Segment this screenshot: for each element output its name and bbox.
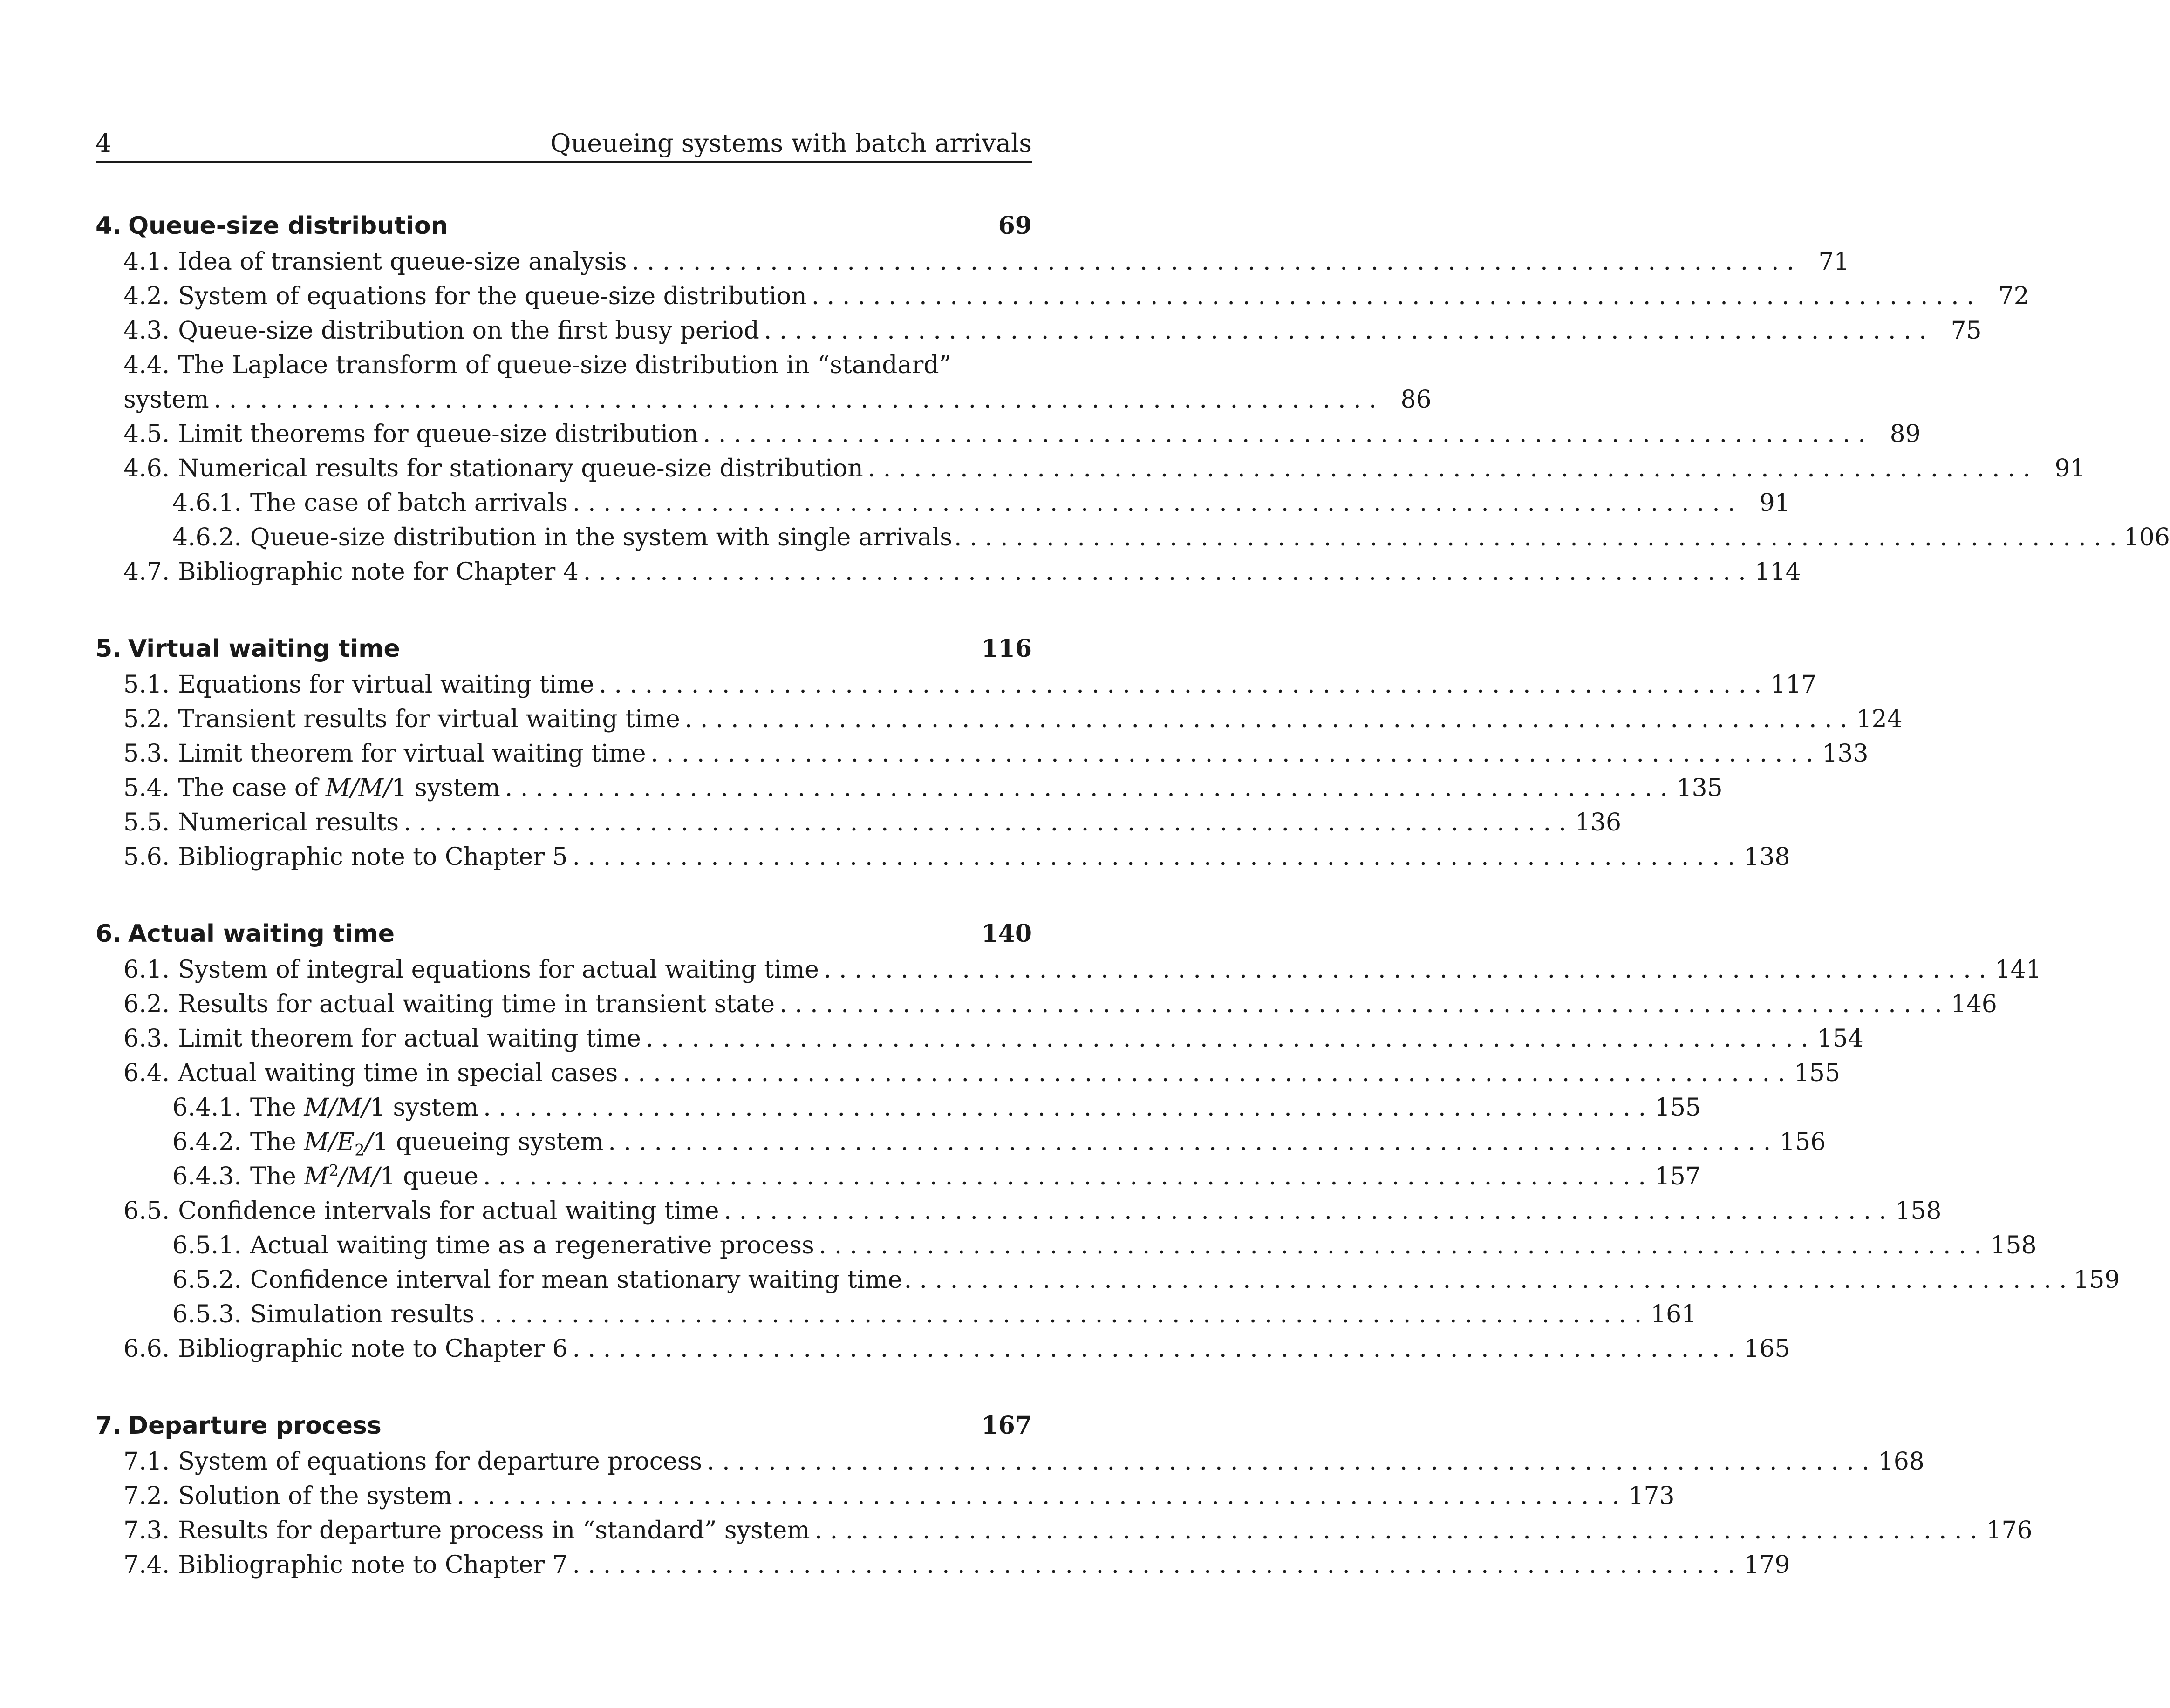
dot-leader bbox=[403, 805, 1566, 840]
subsection-title bbox=[250, 1090, 478, 1125]
section-page: 133 bbox=[1822, 740, 1869, 768]
subsection-number: 6.4.1. bbox=[172, 1094, 242, 1122]
section-title: Results for departure process in “standard” system bbox=[178, 1517, 810, 1545]
dot-leader bbox=[622, 1056, 1785, 1090]
chapter-title: Queue-size distribution bbox=[128, 212, 448, 240]
chapter-7 bbox=[96, 1407, 2033, 1582]
chapter-number: 6. bbox=[96, 920, 122, 948]
dot-leader bbox=[483, 1159, 1646, 1194]
section-number: 5.5. bbox=[123, 809, 170, 837]
running-title: Queueing systems with batch arrivals bbox=[550, 129, 1032, 158]
toc-chapter-entry[interactable] bbox=[96, 1407, 1032, 1444]
title-text: The bbox=[250, 1128, 304, 1156]
section-number: 5.2. bbox=[123, 705, 170, 733]
section-title: System of integral equations for actual waiting time bbox=[178, 956, 819, 984]
toc-subentry[interactable] bbox=[96, 1090, 1701, 1125]
chapter-number: 4. bbox=[96, 212, 122, 240]
dot-leader bbox=[646, 1021, 1808, 1056]
section-title: Limit theorem for actual waiting time bbox=[178, 1025, 641, 1053]
chapter-page: 140 bbox=[981, 919, 1032, 948]
chapter-number: 7. bbox=[96, 1412, 122, 1440]
toc-entry[interactable] bbox=[96, 279, 2029, 313]
section-page: 71 bbox=[1818, 248, 1849, 276]
section-number: 6.3. bbox=[123, 1025, 170, 1053]
dot-leader bbox=[779, 987, 1942, 1021]
subsection-page: 158 bbox=[1990, 1232, 2037, 1259]
dot-leader bbox=[505, 771, 1668, 805]
section-title: Equations for virtual waiting time bbox=[178, 671, 594, 699]
toc-entry[interactable] bbox=[96, 245, 1849, 279]
toc-chapter-entry[interactable] bbox=[96, 915, 1032, 953]
toc-entry[interactable] bbox=[96, 451, 2086, 486]
chapter-page: 116 bbox=[981, 634, 1032, 663]
toc-entry[interactable] bbox=[96, 555, 1801, 589]
section-title: Actual waiting time in special cases bbox=[178, 1059, 618, 1087]
dot-leader bbox=[599, 667, 1761, 702]
section-page: 75 bbox=[1951, 317, 1982, 345]
subsection-number: 6.5.2. bbox=[172, 1266, 242, 1294]
section-page: 136 bbox=[1575, 809, 1622, 837]
title-text: 1 queue bbox=[380, 1163, 478, 1191]
math-notation: M bbox=[304, 1163, 329, 1191]
dot-leader bbox=[707, 1444, 1870, 1479]
section-number: 4.3. bbox=[123, 317, 170, 345]
title-text: The case of bbox=[178, 774, 326, 802]
title-text: 1 system bbox=[391, 774, 500, 802]
toc-entry[interactable] bbox=[96, 702, 1903, 736]
toc-entry[interactable] bbox=[96, 1056, 1841, 1090]
section-title: Bibliographic note for Chapter 4 bbox=[178, 558, 579, 586]
chapter-page: 69 bbox=[998, 211, 1032, 240]
section-number: 7.3. bbox=[123, 1517, 170, 1545]
subsection-title: Actual waiting time as a regenerative process bbox=[250, 1232, 814, 1259]
chapter-4 bbox=[96, 207, 2170, 589]
section-number: 6.6. bbox=[123, 1335, 170, 1363]
subsection-page: 91 bbox=[1759, 489, 1790, 517]
dot-leader bbox=[819, 1228, 1982, 1263]
dot-leader bbox=[479, 1297, 1642, 1332]
section-page: 72 bbox=[1998, 282, 2029, 310]
math-superscript: 2 bbox=[328, 1161, 339, 1180]
math-notation: / bbox=[364, 1128, 373, 1156]
subsection-title: Simulation results bbox=[250, 1300, 475, 1328]
toc-entry[interactable] bbox=[96, 1444, 1924, 1479]
section-title bbox=[178, 771, 500, 805]
section-title: Transient results for virtual waiting time bbox=[178, 705, 680, 733]
section-page: 91 bbox=[2054, 455, 2086, 483]
toc-entry[interactable] bbox=[96, 313, 1982, 348]
toc-entry[interactable] bbox=[96, 1513, 2033, 1548]
section-title-continuation: system bbox=[123, 386, 209, 414]
section-title: Queue-size distribution on the first busy period bbox=[178, 317, 759, 345]
toc-subentry[interactable] bbox=[96, 1228, 2037, 1263]
section-title: Results for actual waiting time in transient state bbox=[178, 990, 775, 1018]
toc-entry[interactable] bbox=[96, 1548, 1790, 1582]
subsection-number: 6.5.3. bbox=[172, 1300, 242, 1328]
dot-leader bbox=[457, 1479, 1620, 1513]
section-number: 5.4. bbox=[123, 774, 170, 802]
toc-entry[interactable] bbox=[96, 805, 1622, 840]
dot-leader bbox=[815, 1513, 1978, 1548]
toc-entry[interactable] bbox=[96, 1021, 1863, 1056]
dot-leader bbox=[724, 1194, 1887, 1228]
section-number: 5.6. bbox=[123, 843, 170, 871]
running-header bbox=[96, 119, 1032, 163]
subsection-title: Queue-size distribution in the system with single arrivals bbox=[250, 524, 952, 551]
section-number: 6.2. bbox=[123, 990, 170, 1018]
math-notation: M/M/ bbox=[325, 774, 392, 802]
subsection-title bbox=[250, 1159, 478, 1194]
section-title: The Laplace transform of queue-size distribution in “standard” bbox=[178, 351, 952, 379]
subsection-number: 6.4.2. bbox=[172, 1128, 242, 1156]
dot-leader bbox=[703, 417, 1866, 451]
section-number: 4.6. bbox=[123, 455, 170, 483]
title-text: The bbox=[250, 1163, 304, 1191]
toc-chapter-entry[interactable] bbox=[96, 630, 1032, 667]
title-text: The bbox=[250, 1094, 304, 1122]
toc-entry[interactable] bbox=[96, 840, 1790, 874]
section-number: 4.7. bbox=[123, 558, 170, 586]
section-page: 146 bbox=[1951, 990, 1997, 1018]
section-title: Bibliographic note to Chapter 6 bbox=[178, 1335, 568, 1363]
section-number: 7.1. bbox=[123, 1448, 170, 1476]
section-number: 4.1. bbox=[123, 248, 170, 276]
dot-leader bbox=[632, 245, 1795, 279]
section-page: 114 bbox=[1754, 558, 1801, 586]
chapter-page: 167 bbox=[981, 1411, 1032, 1440]
math-notation: M/M/ bbox=[304, 1094, 370, 1122]
dot-leader bbox=[764, 313, 1927, 348]
chapter-number: 5. bbox=[96, 635, 122, 663]
dot-leader bbox=[685, 702, 1848, 736]
toc-entry[interactable] bbox=[96, 348, 1032, 382]
dot-leader bbox=[573, 1332, 1735, 1366]
toc-subentry[interactable] bbox=[96, 520, 2170, 555]
section-page: 117 bbox=[1770, 671, 1817, 699]
subsection-title: The case of batch arrivals bbox=[250, 489, 568, 517]
subsection-page: 155 bbox=[1654, 1094, 1701, 1122]
toc-entry[interactable] bbox=[96, 417, 1921, 451]
section-title: Numerical results bbox=[178, 809, 399, 837]
section-title: Limit theorems for queue-size distribution bbox=[178, 420, 698, 448]
chapter-5 bbox=[96, 630, 1903, 874]
toc-entry[interactable] bbox=[96, 987, 1997, 1021]
chapter-title: Virtual waiting time bbox=[128, 635, 400, 663]
title-text: 1 queueing system bbox=[373, 1128, 604, 1156]
dot-leader bbox=[824, 953, 1986, 987]
subsection-number: 6.4.3. bbox=[172, 1163, 242, 1191]
toc-entry[interactable] bbox=[96, 1194, 1942, 1228]
toc-subentry[interactable] bbox=[96, 1159, 1701, 1194]
dot-leader bbox=[812, 279, 1974, 313]
toc-chapter-entry[interactable] bbox=[96, 207, 1032, 245]
dot-leader bbox=[573, 1548, 1735, 1582]
dot-leader bbox=[483, 1090, 1646, 1125]
dot-leader bbox=[904, 1263, 2067, 1297]
toc-entry[interactable] bbox=[96, 1479, 1675, 1513]
section-page: 89 bbox=[1890, 420, 1921, 448]
section-page: 124 bbox=[1856, 705, 1903, 733]
section-number: 4.2. bbox=[123, 282, 170, 310]
section-title: Numerical results for stationary queue-size distribution bbox=[178, 455, 863, 483]
section-title: Bibliographic note to Chapter 5 bbox=[178, 843, 568, 871]
dot-leader bbox=[954, 520, 2117, 555]
section-title: System of equations for the queue-size distribution bbox=[178, 282, 807, 310]
section-page: 154 bbox=[1817, 1025, 1863, 1053]
dot-leader bbox=[608, 1125, 1771, 1159]
section-page: 86 bbox=[1400, 386, 1432, 414]
chapter-title: Departure process bbox=[128, 1412, 382, 1440]
section-page: 168 bbox=[1878, 1448, 1924, 1476]
subsection-title: Confidence interval for mean stationary waiting time bbox=[250, 1266, 902, 1294]
toc-entry-continuation[interactable] bbox=[96, 382, 1432, 417]
dot-leader bbox=[583, 555, 1746, 589]
toc-entry[interactable] bbox=[96, 953, 2041, 987]
section-page: 176 bbox=[1986, 1517, 2033, 1545]
section-title: Idea of transient queue-size analysis bbox=[178, 248, 627, 276]
dot-leader bbox=[214, 382, 1377, 417]
section-title: Bibliographic note to Chapter 7 bbox=[178, 1551, 568, 1579]
section-page: 158 bbox=[1895, 1197, 1942, 1225]
math-subscript: 2 bbox=[355, 1141, 365, 1160]
section-number: 6.1. bbox=[123, 956, 170, 984]
toc-subentry[interactable] bbox=[96, 1125, 1826, 1160]
dot-leader bbox=[573, 840, 1735, 874]
section-title: Confidence intervals for actual waiting time bbox=[178, 1197, 719, 1225]
toc-entry[interactable] bbox=[96, 736, 1869, 771]
subsection-title bbox=[250, 1125, 603, 1159]
dot-leader bbox=[651, 736, 1814, 771]
section-page: 138 bbox=[1744, 843, 1790, 871]
subsection-page: 157 bbox=[1654, 1163, 1701, 1191]
toc-entry[interactable] bbox=[96, 667, 1817, 702]
section-title: System of equations for departure process bbox=[178, 1448, 703, 1476]
section-number: 7.4. bbox=[123, 1551, 170, 1579]
table-of-contents bbox=[96, 207, 2170, 1623]
math-notation: /M/ bbox=[339, 1163, 380, 1191]
section-page: 141 bbox=[1995, 956, 2041, 984]
section-page: 179 bbox=[1744, 1551, 1790, 1579]
subsection-page: 159 bbox=[2074, 1266, 2120, 1294]
title-text: 1 system bbox=[369, 1094, 479, 1122]
subsection-page: 156 bbox=[1780, 1128, 1826, 1156]
subsection-number: 4.6.2. bbox=[172, 524, 242, 551]
section-number: 4.4. bbox=[123, 351, 170, 379]
section-number: 6.5. bbox=[123, 1197, 170, 1225]
section-title: Limit theorem for virtual waiting time bbox=[178, 740, 646, 768]
section-number: 5.3. bbox=[123, 740, 170, 768]
chapter-6 bbox=[96, 915, 2120, 1366]
toc-subentry[interactable] bbox=[96, 1297, 1697, 1332]
subsection-page: 106 bbox=[2123, 524, 2170, 551]
section-number: 6.4. bbox=[123, 1059, 170, 1087]
section-number: 7.2. bbox=[123, 1482, 170, 1510]
section-number: 5.1. bbox=[123, 671, 170, 699]
section-page: 135 bbox=[1676, 774, 1723, 802]
chapter-title: Actual waiting time bbox=[128, 920, 395, 948]
section-title: Solution of the system bbox=[178, 1482, 452, 1510]
subsection-number: 6.5.1. bbox=[172, 1232, 242, 1259]
toc-subentry[interactable] bbox=[96, 486, 1790, 520]
subsection-number: 4.6.1. bbox=[172, 489, 242, 517]
section-page: 155 bbox=[1794, 1059, 1841, 1087]
toc-entry[interactable] bbox=[96, 771, 1723, 805]
toc-subentry[interactable] bbox=[96, 1263, 2120, 1297]
section-number: 4.5. bbox=[123, 420, 170, 448]
math-notation: M/E bbox=[304, 1128, 355, 1156]
section-page: 173 bbox=[1628, 1482, 1675, 1510]
toc-entry[interactable] bbox=[96, 1332, 1790, 1366]
dot-leader bbox=[868, 451, 2031, 486]
dot-leader bbox=[573, 486, 1735, 520]
section-page: 165 bbox=[1744, 1335, 1790, 1363]
page-number: 4 bbox=[96, 129, 112, 158]
subsection-page: 161 bbox=[1651, 1300, 1697, 1328]
